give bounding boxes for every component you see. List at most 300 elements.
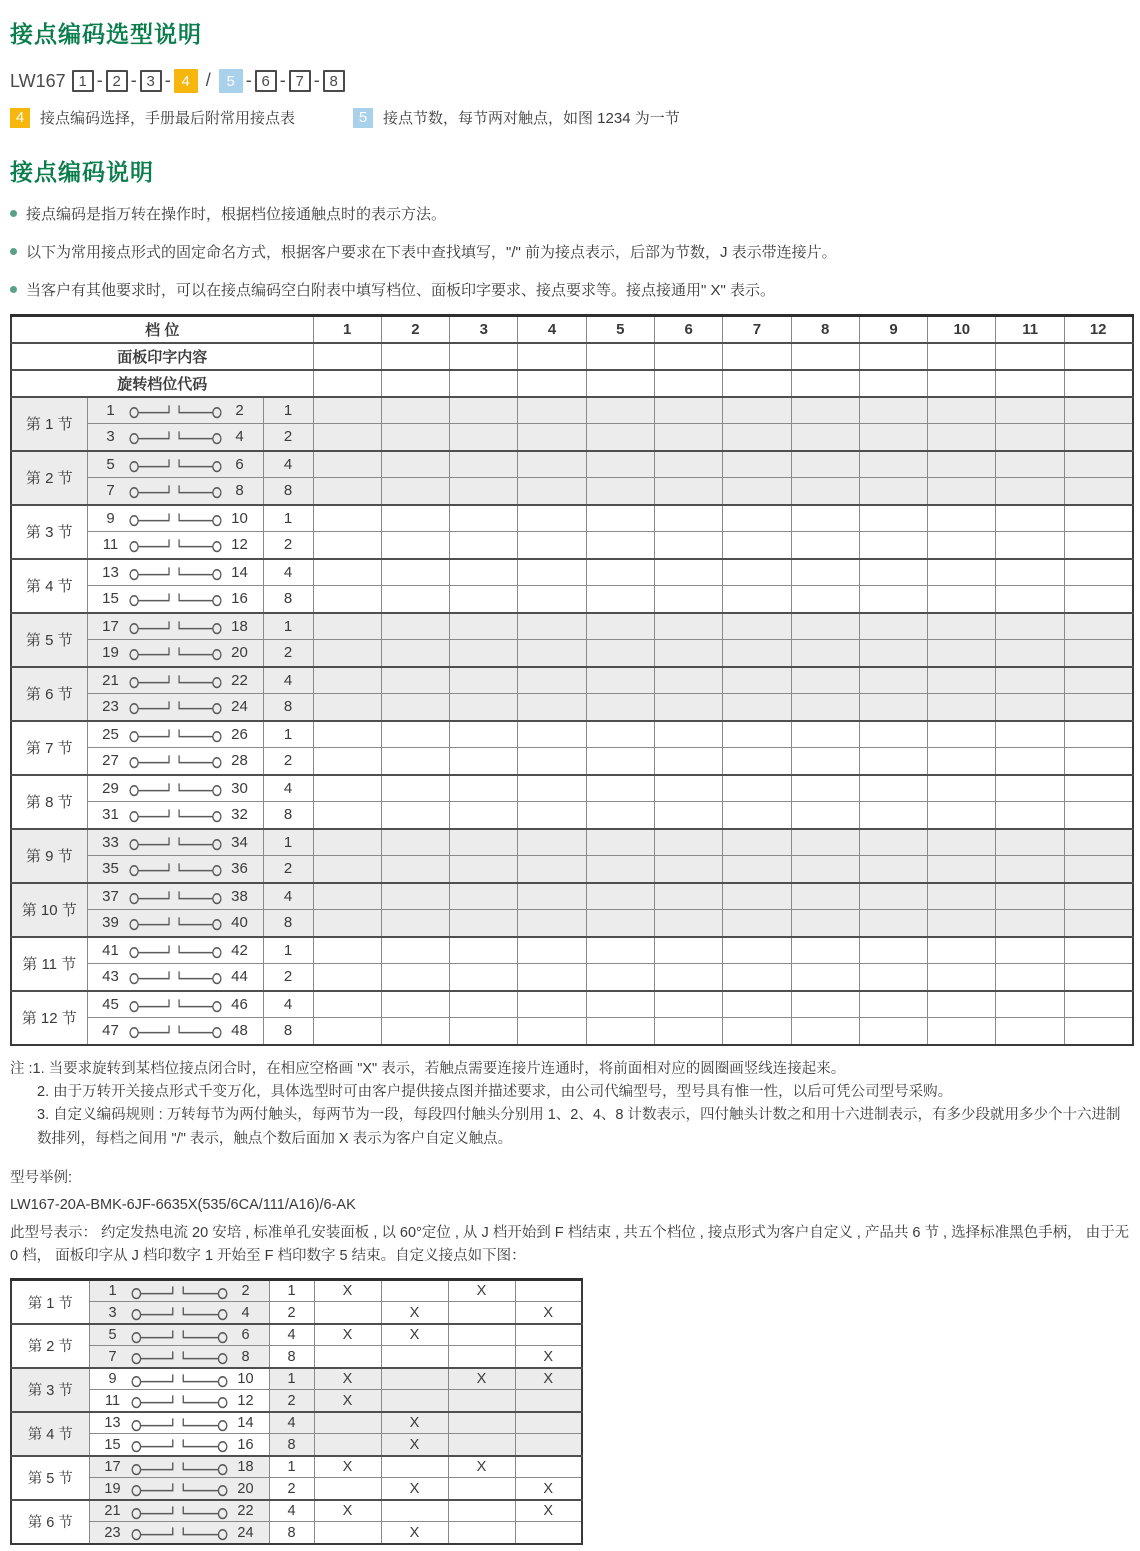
gear-mark-cell: [586, 964, 654, 991]
gear-mark-cell: [450, 613, 518, 640]
contact-code-cell: 8: [263, 910, 313, 937]
gear-mark-cell: [381, 748, 449, 775]
contact-table-row: [11, 613, 1133, 640]
gear-mark-cell: [791, 505, 859, 532]
gear-mark-cell: [859, 748, 927, 775]
example-table-row: [11, 1280, 582, 1302]
contact-diagram-cell: [87, 991, 263, 1018]
contact-mark-cell: X: [314, 1456, 381, 1478]
contact-mark-cell: X: [515, 1500, 582, 1522]
contact-mark-cell: [515, 1390, 582, 1412]
gear-mark-cell: [381, 424, 449, 451]
gear-mark-cell: [450, 802, 518, 829]
gear-mark-cell: [654, 532, 722, 559]
gear-mark-cell: [859, 802, 927, 829]
contact-mark-cell: X: [381, 1302, 448, 1324]
page-title: 接点编码选型说明: [10, 21, 202, 47]
contact-diagram: [88, 455, 263, 474]
gear-col-header: 8: [791, 316, 859, 343]
contact-terminal-number: 13: [104, 1415, 121, 1432]
contact-terminal-number: 10: [231, 509, 248, 527]
gear-mark-cell: [654, 910, 722, 937]
gear-mark-cell: [518, 424, 586, 451]
contact-mark-cell: [314, 1434, 381, 1456]
contact-diagram: [88, 427, 263, 446]
contact-mark-cell: [515, 1434, 582, 1456]
contact-mark-cell: [381, 1500, 448, 1522]
contact-symbol-icon: [130, 1282, 229, 1301]
gear-mark-cell: [996, 451, 1064, 478]
gear-mark-cell: [1064, 586, 1132, 613]
gear-mark-cell: [450, 586, 518, 613]
contact-diagram: [88, 563, 263, 582]
gear-mark-cell: [859, 1018, 927, 1045]
contact-terminal-number: 32: [231, 806, 248, 824]
panel-print-cell: [518, 343, 586, 370]
gear-mark-cell: [313, 505, 381, 532]
contact-symbol-icon: [130, 1435, 229, 1454]
gear-mark-cell: [654, 748, 722, 775]
contact-mark-cell: [515, 1324, 582, 1346]
contact-code-table: [10, 314, 1134, 1046]
legend-item-5: [353, 107, 680, 128]
gear-col-header: 6: [654, 316, 722, 343]
contact-mark-cell: [314, 1346, 381, 1368]
contact-diagram: [90, 1326, 269, 1345]
gear-mark-cell: [313, 829, 381, 856]
contact-diagram-cell: [89, 1478, 269, 1500]
contact-terminal-number: 28: [231, 752, 248, 770]
contact-table-row: [11, 478, 1133, 505]
gear-mark-cell: [586, 721, 654, 748]
contact-code-cell: 1: [263, 721, 313, 748]
gear-mark-cell: [723, 505, 791, 532]
contact-diagram: [88, 617, 263, 636]
gear-mark-cell: [518, 505, 586, 532]
contact-terminal-number: 23: [102, 698, 119, 716]
contact-terminal-number: 11: [102, 536, 119, 554]
contact-mark-cell: [381, 1390, 448, 1412]
gear-mark-cell: [313, 991, 381, 1018]
contact-mark-cell: X: [515, 1368, 582, 1390]
contact-terminal-number: 12: [237, 1392, 254, 1409]
contact-mark-cell: [448, 1346, 515, 1368]
contact-diagram: [88, 589, 263, 608]
example-table-row: [11, 1390, 582, 1412]
contact-terminal-number: 47: [102, 1022, 119, 1040]
gear-mark-cell: [654, 640, 722, 667]
contact-code-cell: 1: [263, 505, 313, 532]
contact-diagram-cell: [87, 397, 263, 424]
gear-mark-cell: [928, 856, 996, 883]
contact-terminal-number: 43: [102, 968, 119, 986]
section-label: 第 4 节: [11, 1412, 89, 1456]
gear-mark-cell: [996, 613, 1064, 640]
section-title: 接点编码说明: [10, 159, 154, 185]
contact-diagram: [90, 1303, 269, 1322]
gear-mark-cell: [381, 694, 449, 721]
gear-mark-cell: [723, 964, 791, 991]
model-code-line: [10, 69, 1132, 93]
example-table-row: [11, 1456, 582, 1478]
contact-symbol-icon: [128, 859, 223, 878]
contact-terminal-number: 22: [231, 671, 248, 689]
contact-terminal-number: 2: [235, 401, 244, 419]
gear-mark-cell: [859, 856, 927, 883]
gear-mark-cell: [791, 991, 859, 1018]
contact-symbol-icon: [128, 725, 223, 744]
contact-symbol-icon: [130, 1458, 229, 1477]
contact-symbol-icon: [130, 1502, 229, 1521]
gear-mark-cell: [518, 964, 586, 991]
gear-mark-cell: [996, 694, 1064, 721]
section-label: 第 5 节: [11, 1456, 89, 1500]
contact-symbol-icon: [128, 833, 223, 852]
bullet-text: 以下为常用接点形式的固定命名方式，根据客户要求在下表中查找填写，"/" 前为接点表示，后部为节数，J 表示带连接片。: [26, 244, 837, 261]
contact-table-row: [11, 748, 1133, 775]
contact-mark-cell: X: [314, 1500, 381, 1522]
contact-diagram: [88, 967, 263, 986]
gear-mark-cell: [791, 883, 859, 910]
contact-mark-cell: [381, 1456, 448, 1478]
gear-mark-cell: [791, 1018, 859, 1045]
model-separator: -: [313, 69, 320, 90]
contact-symbol-icon: [128, 427, 223, 446]
contact-mark-cell: X: [448, 1280, 515, 1302]
gear-mark-cell: [654, 802, 722, 829]
legend-key-5: 5: [353, 108, 373, 128]
rotary-code-cell: [859, 370, 927, 397]
contact-symbol-icon: [128, 779, 223, 798]
contact-terminal-number: 29: [102, 779, 119, 797]
contact-code-cell: 4: [263, 559, 313, 586]
contact-symbol-icon: [130, 1347, 229, 1366]
gear-mark-cell: [450, 883, 518, 910]
gear-mark-cell: [723, 937, 791, 964]
contact-terminal-number: 24: [231, 698, 248, 716]
gear-mark-cell: [791, 586, 859, 613]
contact-code-cell: 2: [263, 640, 313, 667]
contact-terminal-number: 4: [241, 1304, 250, 1321]
gear-mark-cell: [928, 775, 996, 802]
contact-terminal-number: 5: [108, 1327, 117, 1344]
gear-mark-cell: [518, 559, 586, 586]
contact-code-cell: 8: [263, 478, 313, 505]
contact-diagram-cell: [89, 1324, 269, 1346]
contact-diagram: [88, 509, 263, 528]
gear-mark-cell: [928, 451, 996, 478]
gear-mark-cell: [518, 586, 586, 613]
contact-terminal-number: 1: [108, 1283, 117, 1300]
gear-mark-cell: [654, 586, 722, 613]
contact-table-row: [11, 775, 1133, 802]
gear-mark-cell: [1064, 694, 1132, 721]
gear-mark-cell: [996, 829, 1064, 856]
gear-mark-cell: [586, 802, 654, 829]
gear-mark-cell: [313, 802, 381, 829]
gear-mark-cell: [450, 991, 518, 1018]
contact-terminal-number: 26: [231, 725, 248, 743]
gear-mark-cell: [586, 1018, 654, 1045]
gear-mark-cell: [586, 397, 654, 424]
contact-diagram: [90, 1282, 269, 1301]
contact-diagram-cell: [87, 586, 263, 613]
contact-symbol-icon: [128, 455, 223, 474]
contact-symbol-icon: [130, 1303, 229, 1322]
gear-mark-cell: [791, 748, 859, 775]
gear-mark-cell: [381, 640, 449, 667]
example-table-row: [11, 1434, 582, 1456]
contact-table-row: [11, 586, 1133, 613]
section-label: 第 2 节: [11, 1324, 89, 1368]
gear-mark-cell: [1064, 613, 1132, 640]
gear-mark-cell: [723, 802, 791, 829]
model-segment-box-3: 3: [140, 70, 162, 92]
gear-mark-cell: [859, 505, 927, 532]
gear-mark-cell: [723, 559, 791, 586]
gear-mark-cell: [381, 721, 449, 748]
contact-code-cell: 2: [263, 532, 313, 559]
contact-diagram: [90, 1523, 269, 1542]
gear-mark-cell: [723, 829, 791, 856]
contact-diagram-cell: [87, 505, 263, 532]
gear-mark-cell: [518, 856, 586, 883]
contact-terminal-number: 16: [237, 1436, 254, 1453]
model-segment-box-5: 5: [219, 69, 243, 93]
section-label: 第 1 节: [11, 397, 87, 451]
gear-mark-cell: [450, 451, 518, 478]
contact-diagram: [88, 833, 263, 852]
gear-mark-cell: [586, 667, 654, 694]
gear-mark-cell: [1064, 640, 1132, 667]
gear-mark-cell: [928, 424, 996, 451]
gear-mark-cell: [654, 667, 722, 694]
contact-symbol-icon: [130, 1370, 229, 1389]
gear-mark-cell: [996, 505, 1064, 532]
example-contact-table: [10, 1278, 583, 1545]
contact-terminal-number: 24: [237, 1524, 254, 1541]
gear-mark-cell: [518, 829, 586, 856]
gear-mark-cell: [723, 586, 791, 613]
model-segment-box-8: 8: [323, 70, 345, 92]
contact-diagram: [88, 941, 263, 960]
gear-mark-cell: [450, 775, 518, 802]
gear-mark-cell: [450, 640, 518, 667]
gear-mark-cell: [313, 640, 381, 667]
gear-mark-cell: [996, 937, 1064, 964]
contact-terminal-number: 41: [102, 941, 119, 959]
gear-mark-cell: [928, 1018, 996, 1045]
gear-mark-cell: [1064, 964, 1132, 991]
gear-mark-cell: [791, 964, 859, 991]
gear-mark-cell: [450, 937, 518, 964]
rotary-code-row: [11, 370, 1133, 397]
contact-terminal-number: 17: [102, 617, 119, 635]
rotary-code-cell: [450, 370, 518, 397]
gear-mark-cell: [381, 613, 449, 640]
example-table-row: [11, 1324, 582, 1346]
contact-code-cell: 4: [263, 667, 313, 694]
gear-mark-cell: [723, 397, 791, 424]
gear-mark-cell: [313, 613, 381, 640]
gear-mark-cell: [586, 829, 654, 856]
gear-mark-cell: [518, 910, 586, 937]
contact-mark-cell: [515, 1280, 582, 1302]
gear-mark-cell: [450, 559, 518, 586]
gear-mark-cell: [859, 883, 927, 910]
section-label: 第 11 节: [11, 937, 87, 991]
example-table-row: [11, 1412, 582, 1434]
contact-terminal-number: 48: [231, 1022, 248, 1040]
contact-terminal-number: 23: [104, 1524, 121, 1541]
gear-header-row: [11, 316, 1133, 343]
contact-terminal-number: 8: [241, 1348, 250, 1365]
gear-mark-cell: [381, 937, 449, 964]
contact-diagram-cell: [87, 667, 263, 694]
gear-mark-cell: [313, 748, 381, 775]
gear-mark-cell: [928, 802, 996, 829]
gear-mark-cell: [791, 694, 859, 721]
contact-diagram-cell: [89, 1368, 269, 1390]
gear-mark-cell: [381, 829, 449, 856]
contact-table-row: [11, 883, 1133, 910]
contact-code-cell: 1: [263, 613, 313, 640]
gear-mark-cell: [996, 964, 1064, 991]
gear-mark-cell: [859, 586, 927, 613]
note-item-1: 注 :1. 当要求旋转到某档位接点闭合时，在相应空格画 "X" 表示，若触点需要连接片连通时，将前面相对应的圆圈画竖线连接起来。: [10, 1060, 846, 1077]
contact-terminal-number: 10: [237, 1371, 254, 1388]
gear-mark-cell: [1064, 802, 1132, 829]
panel-print-label: 面板印字内容: [11, 343, 313, 370]
contact-table-row: [11, 694, 1133, 721]
gear-mark-cell: [450, 856, 518, 883]
contact-code-cell: 1: [263, 829, 313, 856]
gear-mark-cell: [859, 694, 927, 721]
gear-mark-cell: [791, 937, 859, 964]
contact-diagram-cell: [87, 937, 263, 964]
gear-mark-cell: [996, 991, 1064, 1018]
gear-mark-cell: [313, 667, 381, 694]
contact-mark-cell: X: [314, 1324, 381, 1346]
gear-mark-cell: [859, 991, 927, 1018]
gear-mark-cell: [1064, 451, 1132, 478]
gear-mark-cell: [928, 397, 996, 424]
contact-terminal-number: 6: [235, 455, 244, 473]
contact-terminal-number: 6: [241, 1327, 250, 1344]
contact-code-cell: 8: [269, 1434, 314, 1456]
bullet-dot-icon: [10, 210, 17, 217]
contact-code-cell: 8: [269, 1346, 314, 1368]
contact-mark-cell: [448, 1412, 515, 1434]
rotary-code-cell: [928, 370, 996, 397]
contact-terminal-number: 1: [106, 401, 115, 419]
gear-mark-cell: [1064, 532, 1132, 559]
gear-mark-cell: [518, 397, 586, 424]
gear-mark-cell: [1064, 910, 1132, 937]
gear-mark-cell: [723, 748, 791, 775]
contact-diagram: [88, 671, 263, 690]
contact-diagram-cell: [87, 694, 263, 721]
gear-mark-cell: [791, 478, 859, 505]
gear-col-header: 11: [996, 316, 1064, 343]
gear-mark-cell: [381, 505, 449, 532]
bullet-text: 接点编码是指万转在操作时，根据档位接通触点时的表示方法。: [26, 206, 447, 223]
contact-symbol-icon: [128, 563, 223, 582]
gear-mark-cell: [791, 397, 859, 424]
gear-mark-cell: [586, 640, 654, 667]
gear-mark-cell: [1064, 991, 1132, 1018]
panel-print-cell: [1064, 343, 1132, 370]
contact-symbol-icon: [130, 1523, 229, 1542]
section-label: 第 5 节: [11, 613, 87, 667]
gear-col-header: 5: [586, 316, 654, 343]
contact-symbol-icon: [128, 967, 223, 986]
gear-col-header: 3: [450, 316, 518, 343]
gear-mark-cell: [1064, 1018, 1132, 1045]
gear-mark-cell: [723, 1018, 791, 1045]
contact-terminal-number: 18: [237, 1459, 254, 1476]
section-label: 第 6 节: [11, 667, 87, 721]
gear-mark-cell: [996, 478, 1064, 505]
gear-mark-cell: [313, 694, 381, 721]
bullet-item: [10, 242, 1132, 263]
gear-mark-cell: [996, 424, 1064, 451]
example-model-code: LW167-20A-BMK-6JF-6635X(535/6CA/111/A16)/6-AK: [10, 1196, 356, 1213]
gear-mark-cell: [313, 964, 381, 991]
contact-symbol-icon: [128, 805, 223, 824]
contact-symbol-icon: [128, 697, 223, 716]
panel-print-cell: [381, 343, 449, 370]
gear-mark-cell: [723, 721, 791, 748]
gear-mark-cell: [996, 910, 1064, 937]
gear-mark-cell: [723, 424, 791, 451]
contact-table-row: [11, 667, 1133, 694]
contact-diagram: [88, 805, 263, 824]
contact-symbol-icon: [128, 535, 223, 554]
model-separator: /: [200, 69, 216, 90]
gear-mark-cell: [518, 748, 586, 775]
contact-symbol-icon: [130, 1479, 229, 1498]
contact-diagram-cell: [87, 721, 263, 748]
rotary-code-cell: [381, 370, 449, 397]
gear-mark-cell: [586, 856, 654, 883]
contact-diagram-cell: [87, 559, 263, 586]
contact-terminal-number: 42: [231, 941, 248, 959]
contact-terminal-number: 9: [106, 509, 115, 527]
contact-terminal-number: 25: [102, 725, 119, 743]
contact-table-row: [11, 829, 1133, 856]
contact-terminal-number: 14: [237, 1415, 254, 1432]
gear-col-header: 2: [381, 316, 449, 343]
model-segment-box-7: 7: [289, 70, 311, 92]
section-label: 第 8 节: [11, 775, 87, 829]
gear-mark-cell: [928, 532, 996, 559]
gear-mark-cell: [586, 775, 654, 802]
contact-diagram: [88, 535, 263, 554]
contact-mark-cell: X: [381, 1478, 448, 1500]
gear-mark-cell: [859, 775, 927, 802]
contact-mark-cell: [314, 1302, 381, 1324]
gear-mark-cell: [928, 478, 996, 505]
contact-diagram-cell: [87, 640, 263, 667]
model-separator: -: [96, 69, 103, 90]
contact-terminal-number: 4: [235, 428, 244, 446]
contact-terminal-number: 7: [108, 1348, 117, 1365]
contact-code-cell: 2: [263, 856, 313, 883]
gear-mark-cell: [586, 910, 654, 937]
panel-print-row: [11, 343, 1133, 370]
gear-mark-cell: [381, 559, 449, 586]
